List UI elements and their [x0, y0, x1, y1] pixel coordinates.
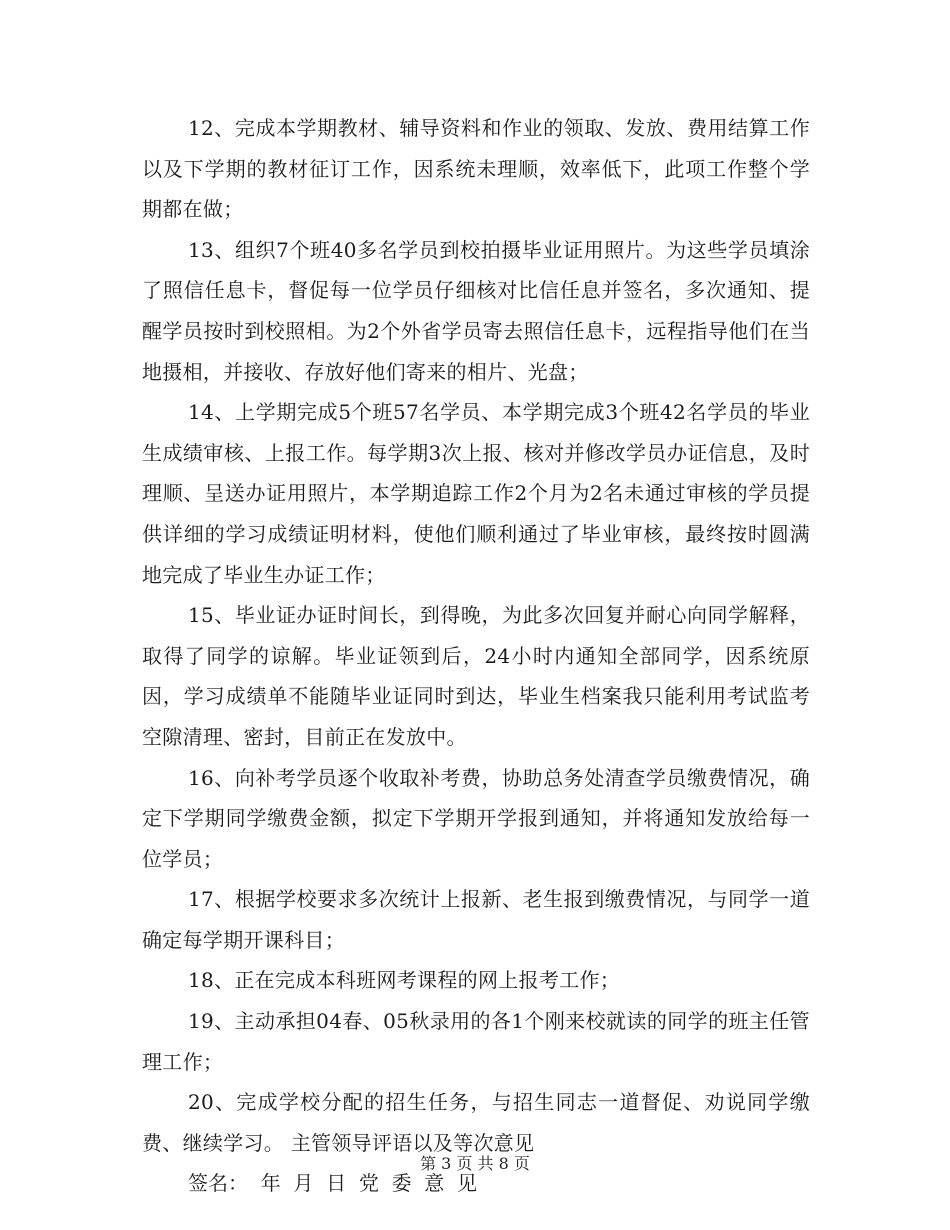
paragraph-item-20: 20、完成学校分配的招生任务，与招生同志一道督促、劝说同学缴费、继续学习。 主管领导评语以及等次意见 [142, 1090, 810, 1155]
paragraph-item-13: 13、组织7个班40多名学员到校拍摄毕业证用照片。为这些学员填涂了照信任息卡，督促每一位学员仔细核对比信任息并签名，多次通知、提醒学员按时到校照相。为2个外省学员寄去照信任息卡，远程指导他们在当地摄相，并接收、存放好他们寄来的相片、光盘； [142, 237, 810, 384]
signature-line: 签名： 年 月 日 党 委 意 见 [188, 1171, 478, 1196]
paragraph-item-12: 12、完成本学期教材、辅导资料和作业的领取、发放、费用结算工作以及下学期的教材征订工作，因系统未理顺，效率低下，此项工作整个学期都在做； [142, 116, 810, 222]
paragraph-item-19: 19、主动承担04春、05秋录用的各1个刚来校就读的同学的班主任管理工作； [142, 1009, 810, 1074]
page-footer: 第 3 页 共 8 页 [420, 1154, 530, 1173]
paragraph-item-16: 16、向补考学员逐个收取补考费，协助总务处清查学员缴费情况，确定下学期同学缴费金额，拟定下学期开学报到通知，并将通知发放给每一位学员； [142, 765, 810, 871]
document-body [142, 108, 810, 1203]
paragraph-item-15: 15、毕业证办证时间长，到得晚，为此多次回复并耐心向同学解释，取得了同学的谅解。毕业证领到后，24小时内通知全部同学，因系统原因，学习成绩单不能随毕业证同时到达，毕业生档案我只能利用考试监考空隙清理、密封，目前正在发放中。 [142, 603, 810, 749]
paragraph-item-17: 17、根据学校要求多次统计上报新、老生报到缴费情况，与同学一道确定每学期开课科目； [142, 887, 810, 952]
paragraph-item-18: 18、正在完成本科班网考课程的网上报考工作； [188, 968, 621, 993]
paragraph-item-14: 14、上学期完成5个班57名学员、本学期完成3个班42名学员的毕业生成绩审核、上报工作。每学期3次上报、核对并修改学员办证信息，及时理顺、呈送办证用照片，本学期追踪工作2个月为2名未通过审核的学员提供详细的学习成绩证明材料，使他们顺利通过了毕业审核，最终按时圆满地完成了毕业生办证工作； [142, 400, 810, 587]
